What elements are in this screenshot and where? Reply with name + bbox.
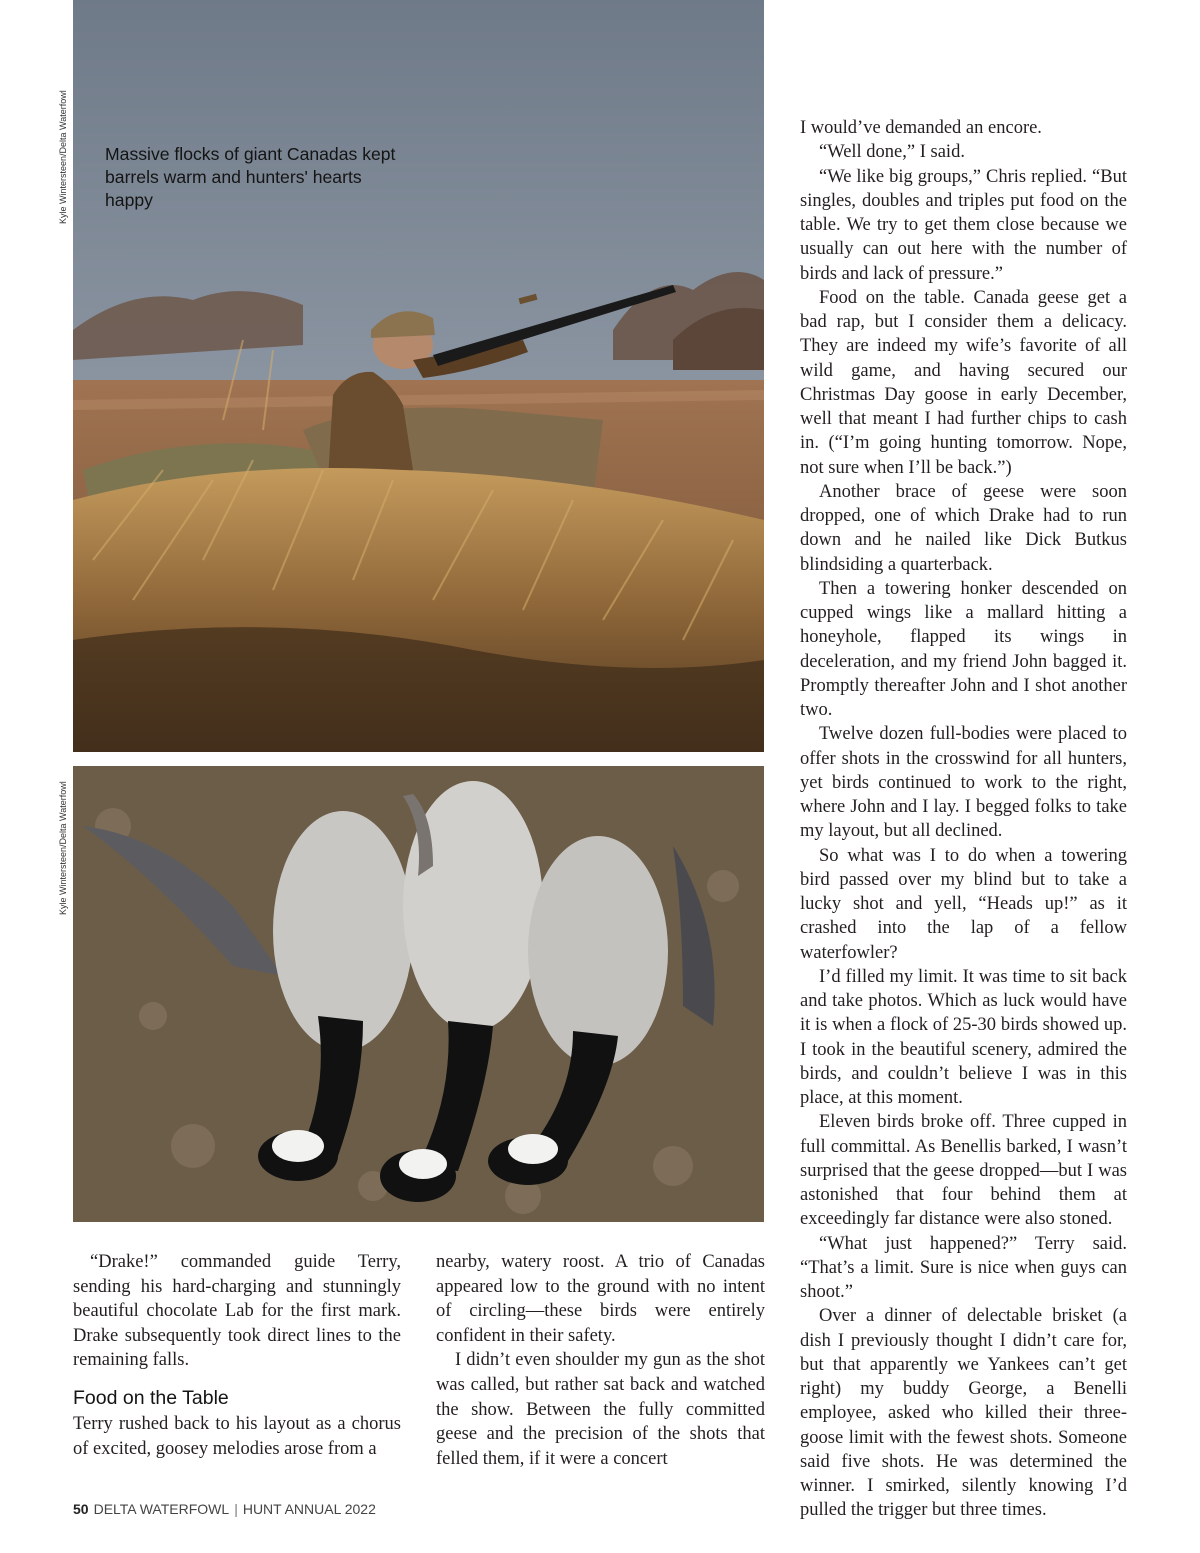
paragraph: I would’ve demanded an encore. xyxy=(800,118,1042,138)
photo-credit-bottom: Kyle Wintersteen/Delta Waterfowl xyxy=(58,781,68,915)
paragraph: I didn’t even shoulder my gun as the shot was called, but rather sat back and watched the show. Between the fully committed geese and the precision of the shots that felled them, if it were a concert xyxy=(436,1350,765,1469)
paragraph: Then a towering honker descended on cupped wings like a mallard hitting a honeyhole, flapped its wings in deceleration, and my friend John bagged it. Promptly thereafter John and I shot another two. xyxy=(800,578,1127,720)
paragraph: Terry rushed back to his layout as a chorus of excited, goosey melodies arose from a xyxy=(73,1413,401,1459)
subheading: Food on the Table xyxy=(73,1386,229,1409)
photo-caption: Massive flocks of giant Canadas kept barrels warm and hunters' hearts happy xyxy=(105,144,396,210)
hunter-photo xyxy=(73,0,764,752)
paragraph: “We like big groups,” Chris replied. “But singles, doubles and triples put food on the table. We try to get them close because we usually can out here with the number of birds and lack of pressure.” xyxy=(800,166,1127,284)
hunter-photo-illustration xyxy=(73,0,764,752)
paragraph: I’d filled my limit. It was time to sit back and take photos. Which as luck would have it is when a flock of 25-30 birds showed up. I took in the beautiful scenery, admired the birds, and couldn’t believe I was in this place, at this moment. xyxy=(800,966,1127,1108)
paragraph: nearby, watery roost. A trio of Canadas appeared low to the ground with no intent of circling—these birds were entirely confident in their safety. xyxy=(436,1252,765,1346)
page-number: 50 xyxy=(73,1501,89,1517)
paragraph: “Well done,” I said. xyxy=(819,142,965,163)
paragraph: Another brace of geese were soon dropped, one of which Drake had to run down and he nailed like Dick Butkus blindsiding a quarterback. xyxy=(800,481,1127,575)
footer-separator: | xyxy=(234,1501,238,1517)
photo-credit-top: Kyle Wintersteen/Delta Waterfowl xyxy=(58,90,68,224)
article-column-3 xyxy=(800,116,1127,1523)
page-footer xyxy=(73,1501,376,1517)
paragraph: So what was I to do when a towering bird passed over my blind but to take a lucky shot and yell, “Heads up!” as it crashed into the lap of a fellow waterfowler? xyxy=(800,845,1127,963)
article-column-1 xyxy=(73,1250,401,1461)
geese-photo-illustration xyxy=(73,766,764,1222)
paragraph: “What just happened?” Terry said. “That’s a limit. Sure is nice when guys can shoot.” xyxy=(800,1233,1127,1302)
paragraph: “Drake!” commanded guide Terry, sending his hard-charging and stunningly beautiful chocolate Lab for the first mark. Drake subsequently took direct lines to the remaining falls. xyxy=(73,1252,401,1371)
geese-photo xyxy=(73,766,764,1222)
paragraph: Over a dinner of delectable brisket (a dish I previously thought I didn’t care for, but that apparently we Yankees can’t get right) my buddy George, a Benelli employee, asked who killed their three-goose limit with the fewest shots. Someone said five shots. He was determined the winner. I smirked, silently knowing I’d pulled the trigger but three times. xyxy=(800,1306,1127,1521)
paragraph: Twelve dozen full-bodies were placed to offer shots in the crosswind for all hunters, yet birds continued to work to the right, where John and I lay. I begged folks to take my layout, but all declined. xyxy=(800,724,1127,842)
publication-name: DELTA WATERFOWL xyxy=(93,1501,230,1517)
paragraph: Eleven birds broke off. Three cupped in full committal. As Benellis barked, I wasn’t surprised that the geese dropped—but I was astonished that four behind them at exceedingly far distance were also stoned. xyxy=(800,1112,1127,1230)
issue-name: HUNT ANNUAL 2022 xyxy=(242,1501,376,1517)
paragraph: Food on the table. Canada geese get a bad rap, but I consider them a delicacy. They are indeed my wife’s favorite of all wild game, and having secured our Christmas Day goose in early December, well that meant I had further chips to cash in. (“I’m going hunting tomorrow. Nope, not sure when I’ll be back.”) xyxy=(800,287,1127,478)
article-column-2 xyxy=(436,1250,765,1471)
